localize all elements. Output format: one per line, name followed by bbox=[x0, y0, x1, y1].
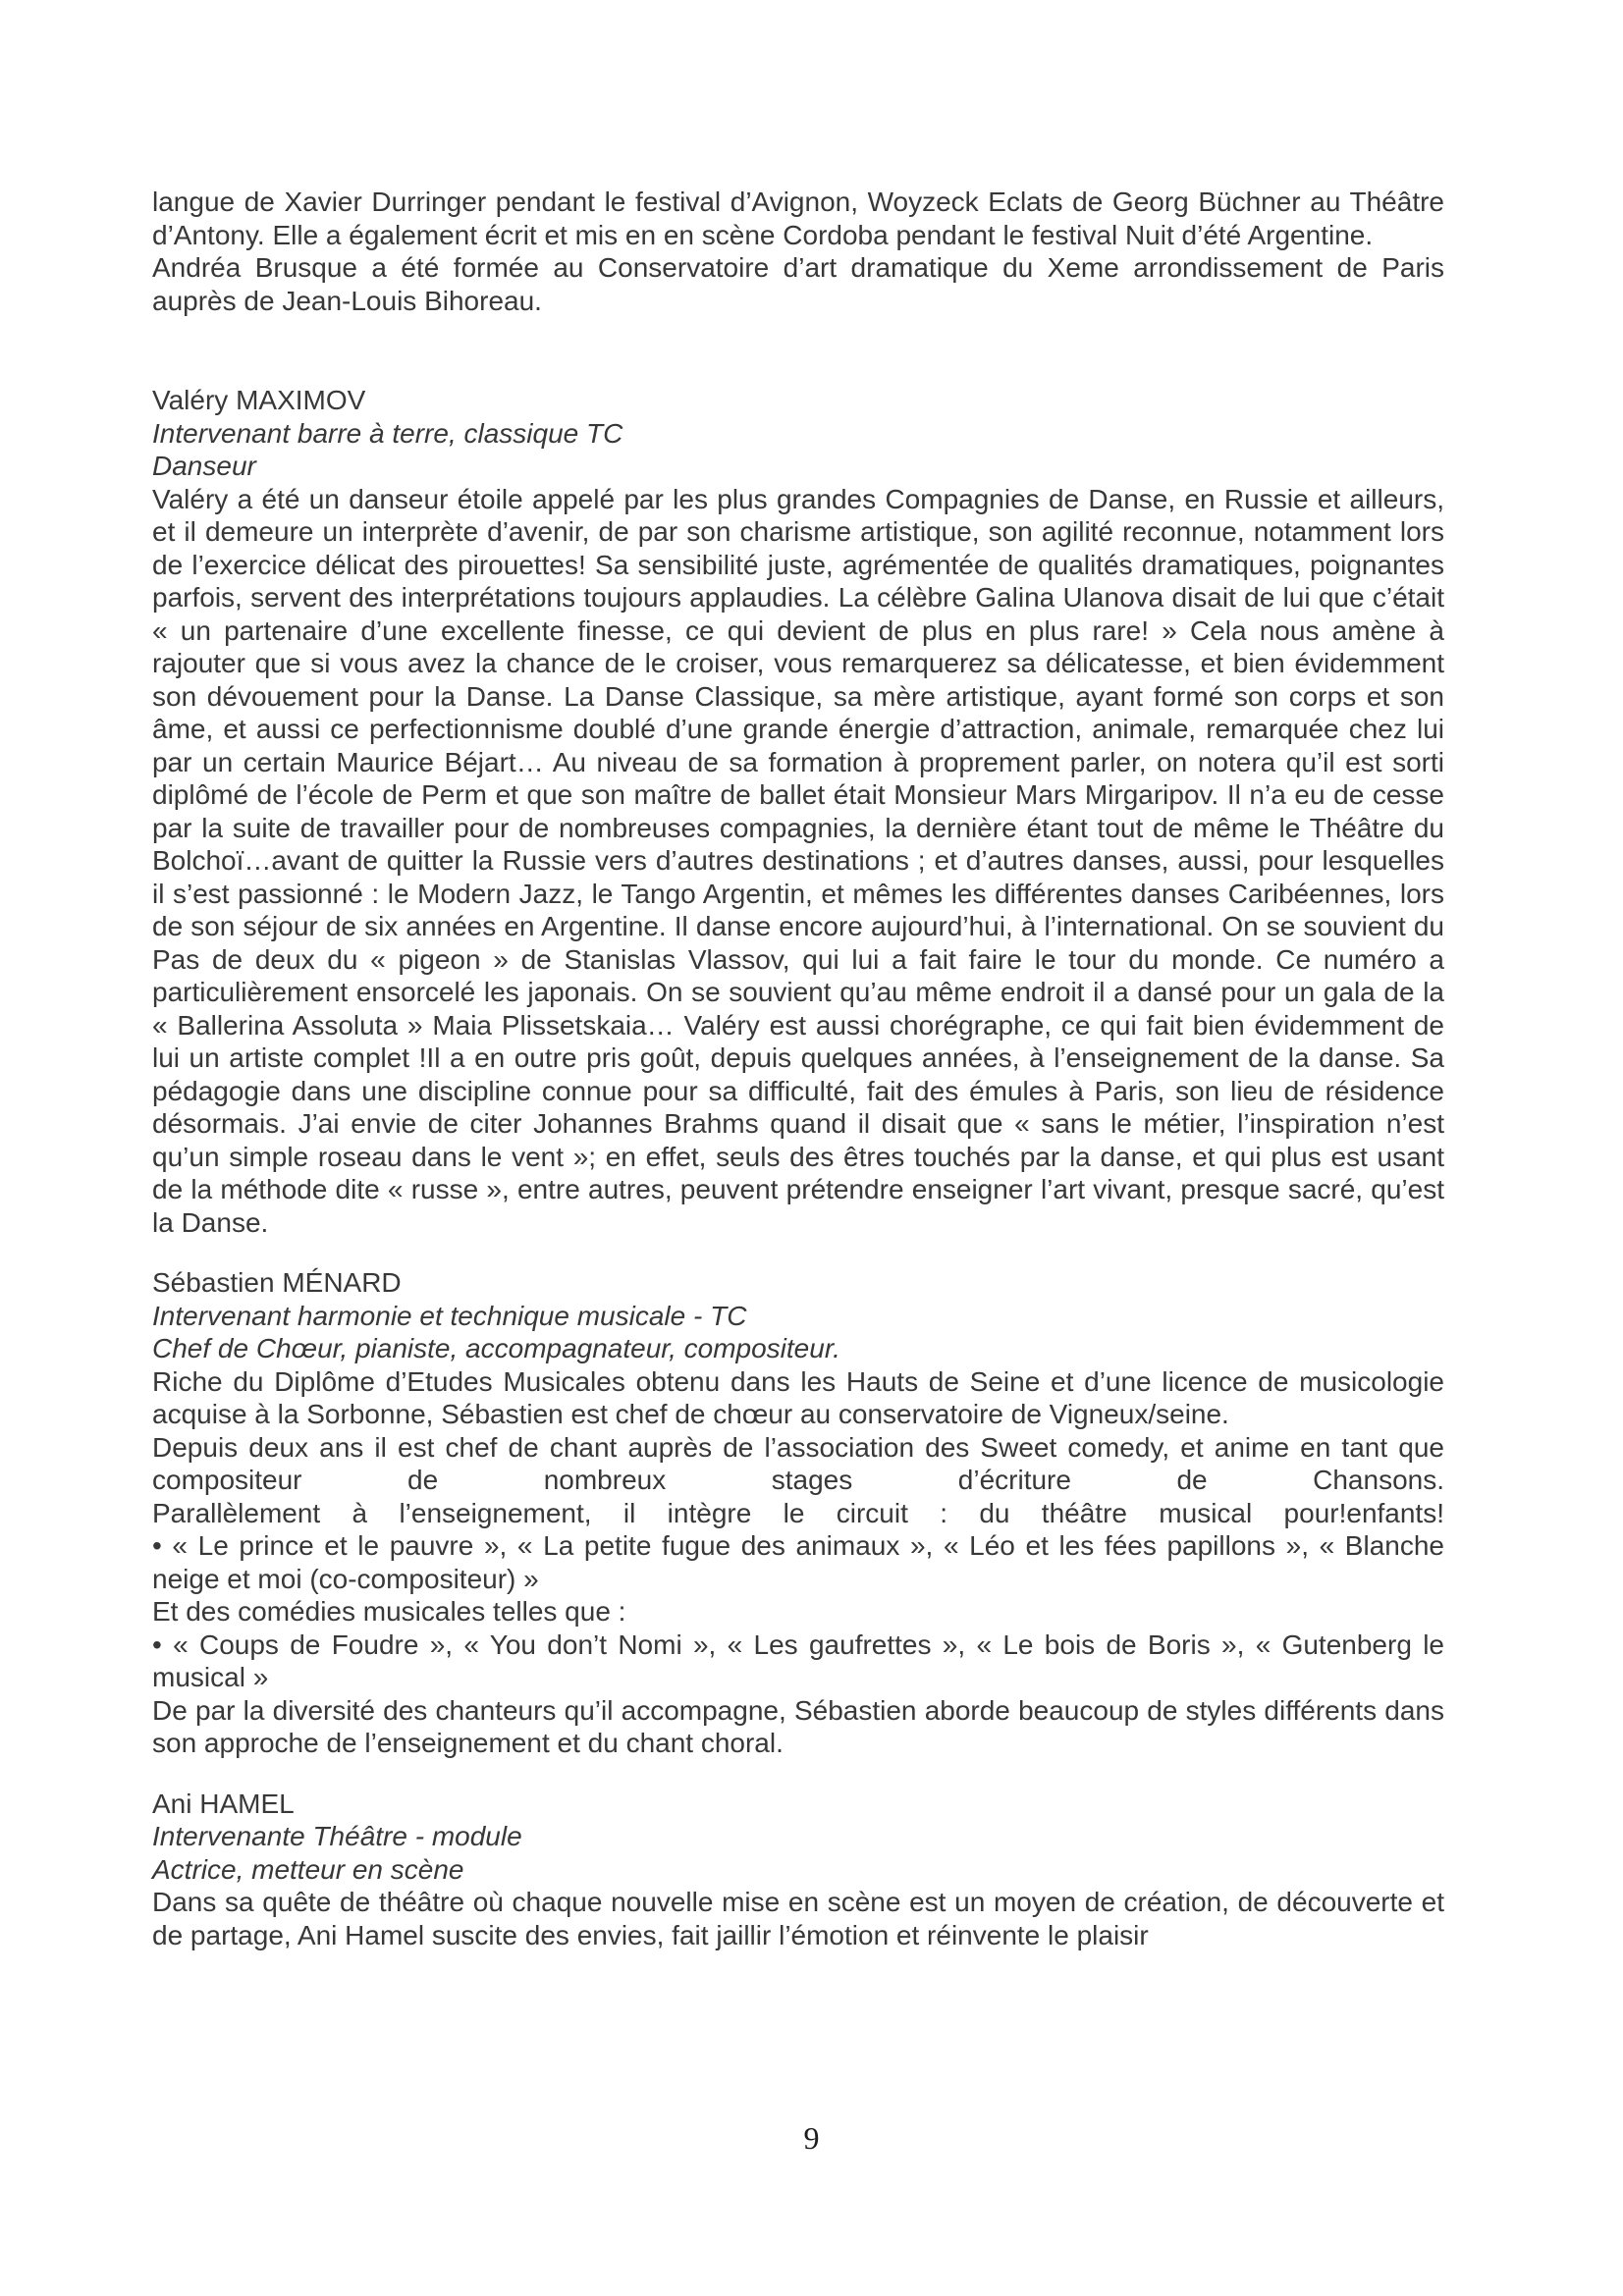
bio-paragraph: Parallèlement à l’enseignement, il intègre le circuit : du théâtre musical pour!enfants! bbox=[152, 1497, 1444, 1528]
person-role-line: Chef de Chœur, pianiste, accompagnateur, compositeur. bbox=[152, 1333, 840, 1363]
bio-paragraph: De par la diversité des chanteurs qu’il accompagne, Sébastien aborde beaucoup de styles différents dans son approche de l’enseignement et du chant choral. bbox=[152, 1694, 1444, 1758]
intro-paragraph-andrea-brusque: Andréa Brusque a été formée au Conservatoire d’art dramatique du Xeme arrondissement de Paris auprès de Jean-Louis Bihoreau. bbox=[152, 252, 1444, 316]
bio-paragraph: Valéry a été un danseur étoile appelé par les plus grandes Compagnies de Danse, en Russie et ailleurs, et il demeure un interprète d’avenir, de par son charisme artistique, son agilité reconnue, notamment lors de l’exercice délicat des pirouettes! Sa sensibilité juste, agrémentée de qualités dramatiques, poignantes parfois, servent des interprétations toujours applaudies. La célèbre Galina Ulanova disait de lui que c’était « un partenaire d’une excellente finesse, ce qui devient de plus en plus rare! » Cela nous amène à rajouter que si vous avez la chance de le croiser, vous remarquerez sa délicatesse, et bien évidemment son dévouement pour la Danse. La Danse Classique, sa mère artistique, ayant formé son corps et son âme, et aussi ce perfectionnisme doublé d’une grande énergie d’attraction, animale, remarquée chez lui par un certain Maurice Béjart… Au niveau de sa formation à proprement parler, on notera qu’il est sorti diplômé de l’école de Perm et que son maître de ballet était Monsieur Mars Mirgaripov. Il n’a eu de cesse par la suite de travailler pour de nombreuses compagnies, la dernière étant tout de même le Théâtre du Bolchoï…avant de quitter la Russie vers d’autres destinations ; et d’autres danses, aussi, pour lesquelles il s’est passionné : le Modern Jazz, le Tango Argentin, et mêmes les différentes danses Caribéennes, lors de son séjour de six années en Argentine. Il danse encore aujourd’hui, à l’international. On se souvient du Pas de deux du « pigeon » de Stanislas Vlassov, qui lui a fait faire le tour du monde. Ce numéro a particulièrement ensorcelé les japonais. On se souvient qu’au même endroit il a dansé pour un gala de la « Ballerina Assoluta » Maia Plissetskaia… Valéry est aussi chorégraphe, ce qui fait bien évidemment de lui un artiste complet !Il a en outre pris goût, depuis quelques années, à l’enseignement de la danse. Sa pédagogie dans une discipline connue pour sa difficulté, fait des émules à Paris, son lieu de résidence désormais. J’ai envie de citer Johannes Brahms quand il disait que « sans le métier, l’inspiration n’est qu’un simple roseau dans le vent »; en effet, seuls des êtres touchés par la danse, et qui plus est usant de la méthode dite « russe », entre autres, peuvent prétendre enseigner l’art vivant, presque sacré, qu’est la Danse. bbox=[152, 483, 1444, 1238]
bio-paragraph: Et des comédies musicales telles que : bbox=[152, 1596, 626, 1627]
person-role-line: Intervenante Théâtre - module bbox=[152, 1821, 522, 1851]
intro-continuation-paragraph: langue de Xavier Durringer pendant le festival d’Avignon, Woyzeck Eclats de Georg Büchner au Théâtre d’Antony. Elle a également écrit et mis en en scène Cordoba pendant le festival Nuit d’été Argentine. bbox=[152, 187, 1444, 250]
person-role-line: Danseur bbox=[152, 451, 256, 481]
person-name-valery-maximov: Valéry MAXIMOV bbox=[152, 385, 366, 415]
person-name-ani-hamel: Ani HAMEL bbox=[152, 1788, 295, 1819]
section-valery-maximov bbox=[152, 384, 1444, 1239]
person-role-line: Actrice, metteur en scène bbox=[152, 1853, 464, 1885]
bio-paragraph: Dans sa quête de théâtre où chaque nouvelle mise en scène est un moyen de création, de découverte et de partage, Ani Hamel suscite des envies, fait jaillir l’émotion et réinvente le plaisir bbox=[152, 1887, 1444, 1950]
bullet-list-line: • « Coups de Foudre », « You don’t Nomi », « Les gaufrettes », « Le bois de Boris », « Gutenberg le musical » bbox=[152, 1629, 1444, 1692]
page-content bbox=[152, 186, 1444, 1951]
bio-paragraph: Riche du Diplôme d’Etudes Musicales obtenu dans les Hauts de Seine et d’une licence de musicologie acquise à la Sorbonne, Sébastien est chef de chœur au conservatoire de Vigneux/seine. bbox=[152, 1365, 1444, 1429]
person-role-line: Intervenant harmonie et technique musicale - TC bbox=[152, 1300, 747, 1331]
bullet-list-line: • « Le prince et le pauvre », « La petite fugue des animaux », « Léo et les fées papillons », « Blanche neige et moi (co-compositeur) » bbox=[152, 1530, 1444, 1594]
section-ani-hamel bbox=[152, 1788, 1444, 1952]
page-number: 9 bbox=[803, 2120, 820, 2156]
person-name-sebastien-menard: Sébastien MÉNARD bbox=[152, 1267, 402, 1298]
section-sebastien-menard bbox=[152, 1266, 1444, 1760]
bio-paragraph: Depuis deux ans il est chef de chant auprès de l’association des Sweet comedy, et anime en tant que compositeur de nombreux stages d’écriture de Chansons. bbox=[152, 1431, 1444, 1495]
person-role-line: Intervenant barre à terre, classique TC bbox=[152, 417, 623, 449]
